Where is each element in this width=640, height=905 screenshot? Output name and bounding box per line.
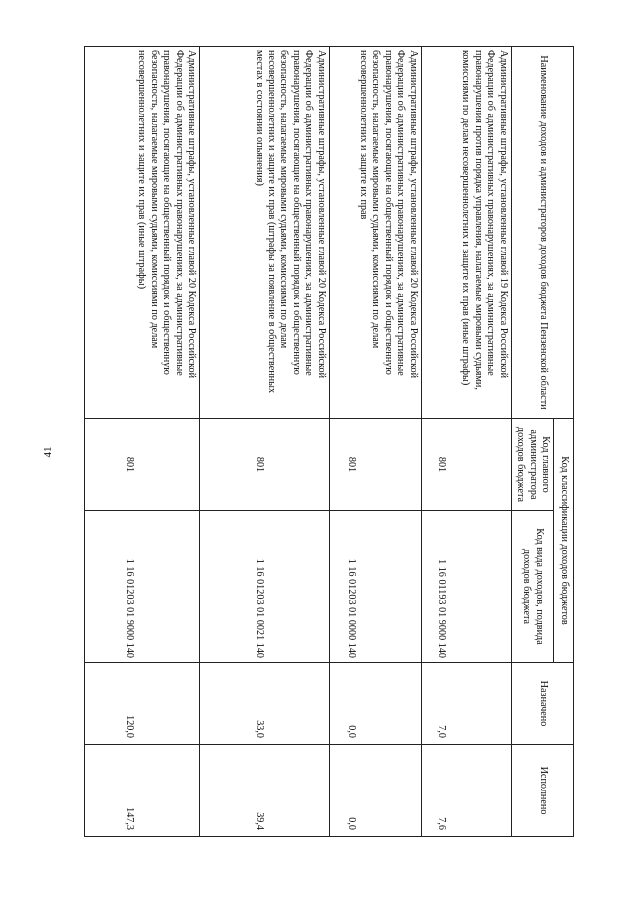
header-executed: Исполнено <box>511 745 573 837</box>
row-name: Административные штрафы, установленные главой 20 Кодекса Российской Федерации об административных правонарушениях, за административные правонарушения, посягающие на общественный порядок и общественную безопасность, налагаемые мировыми судьями, комиссиями по делам несовершеннолетних и защите их прав (иные штрафы) <box>85 47 200 419</box>
table-row <box>421 47 511 837</box>
row-assigned: 0,0 <box>329 663 421 745</box>
row-assigned: 120,0 <box>85 663 200 745</box>
row-admin-code: 801 <box>329 419 421 511</box>
table-row <box>329 47 421 837</box>
header-classification: Код классификации доходов бюджетов <box>554 419 574 663</box>
header-admin-code: Код главного администратора доходов бюджета <box>511 419 553 511</box>
row-executed: 39,4 <box>200 745 330 837</box>
row-executed: 7,6 <box>421 745 511 837</box>
row-revenue-code: 1 16 01203 01 0000 140 <box>329 511 421 663</box>
row-assigned: 33,0 <box>200 663 330 745</box>
row-name: Административные штрафы, установленные главой 20 Кодекса Российской Федерации об административных правонарушениях, за административные правонарушения, посягающие на общественный порядок и общественную безопасность, налагаемые мировыми судьями, комиссиями по делам несовершеннолетних и защите их прав (штрафы за появление в общественных местах в состоянии опьянения) <box>200 47 330 419</box>
row-assigned: 7,0 <box>421 663 511 745</box>
row-executed: 0,0 <box>329 745 421 837</box>
header-assigned: Назначено <box>511 663 573 745</box>
table-row <box>85 47 200 837</box>
revenue-table <box>84 46 574 837</box>
row-name: Административные штрафы, установленные главой 19 Кодекса Российской Федерации об административных правонарушениях, за административные правонарушения против порядка управления, налагаемые мировыми судьями, комиссиями по делам несовершеннолетних и защите их прав (иные штрафы) <box>421 47 511 419</box>
row-name: Административные штрафы, установленные главой 20 Кодекса Российской Федерации об административных правонарушениях, за административные правонарушения, посягающие на общественный порядок и общественную безопасность, налагаемые мировыми судьями, комиссиями по делам несовершеннолетних и защите их прав <box>329 47 421 419</box>
rotated-table-container <box>84 46 574 836</box>
row-admin-code: 801 <box>85 419 200 511</box>
page-number: 41 <box>42 446 54 458</box>
header-revenue-code: Код вида доходов, подвида доходов бюджета <box>511 511 553 663</box>
row-revenue-code: 1 16 01203 01 0021 140 <box>200 511 330 663</box>
row-revenue-code: 1 16 01203 01 9000 140 <box>85 511 200 663</box>
row-executed: 147,3 <box>85 745 200 837</box>
header-name: Наименование доходов и администраторов доходов бюджета Пензенской области <box>511 47 573 419</box>
row-revenue-code: 1 16 01193 01 9000 140 <box>421 511 511 663</box>
row-admin-code: 801 <box>200 419 330 511</box>
row-admin-code: 801 <box>421 419 511 511</box>
table-row <box>200 47 330 837</box>
